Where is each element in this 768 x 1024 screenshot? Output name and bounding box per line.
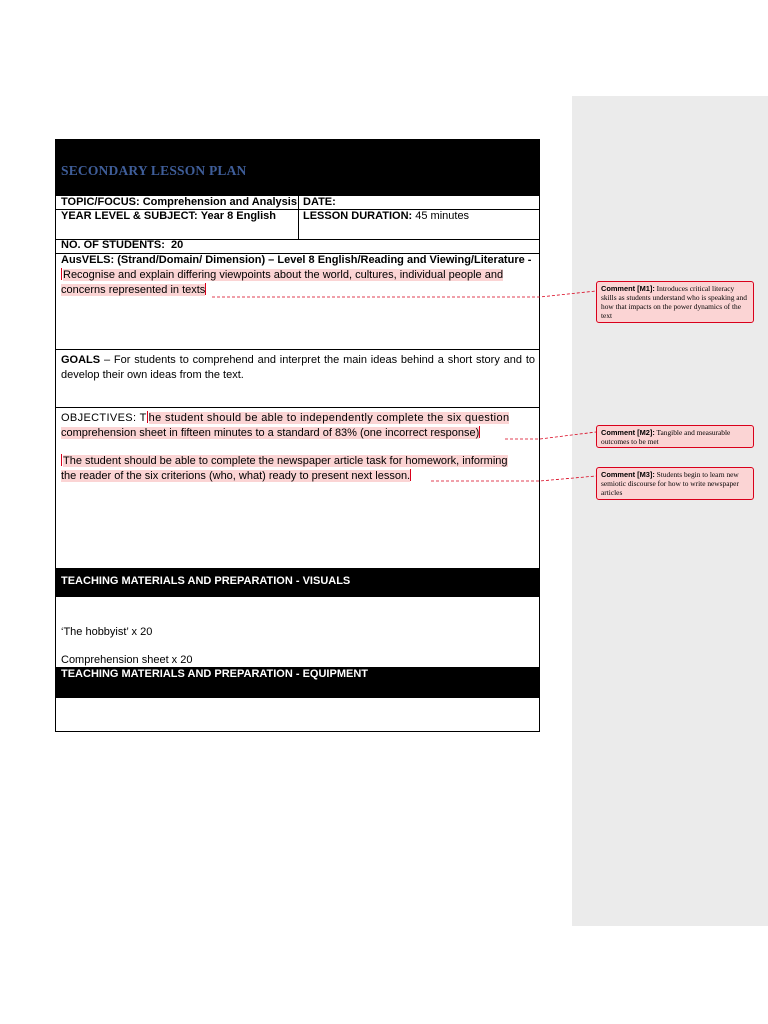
year-label: YEAR LEVEL & SUBJECT: bbox=[61, 210, 198, 222]
comment-text: Tangible and measurable outcomes to be met bbox=[601, 428, 731, 446]
date-label: DATE: bbox=[303, 196, 336, 208]
comment-tag: Comment [M3]: bbox=[601, 470, 655, 479]
objectives-2-b: the reader of the six criterions (who, what) ready to present next lesson. bbox=[61, 470, 411, 482]
equipment-header: TEACHING MATERIALS AND PREPARATION - EQUIPMENT bbox=[61, 668, 368, 680]
duration-label: LESSON DURATION: bbox=[303, 210, 413, 222]
ausvels-label: AusVELS: (Strand/Domain/ Dimension) – Level 8 English/Reading and Viewing/Literature - bbox=[61, 254, 532, 266]
leader-line-m2 bbox=[505, 432, 596, 439]
topic-label: TOPIC/FOCUS: bbox=[61, 196, 140, 208]
students-value: 20 bbox=[171, 239, 184, 251]
visuals-header: TEACHING MATERIALS AND PREPARATION - VISUALS bbox=[61, 575, 351, 587]
visual-item: ‘The hobbyist’ x 20 bbox=[61, 626, 153, 638]
objectives-1-b: comprehension sheet in fifteen minutes to a standard of 83% (one incorrect response) bbox=[61, 427, 480, 439]
objectives-2-a: The student should be able to complete the newspaper article task for homework, informing bbox=[63, 455, 508, 467]
ausvels-text-1: Recognise and explain differing viewpoints about the world, cultures, individual people and bbox=[63, 269, 504, 281]
ausvels-text-2: concerns represented in texts bbox=[61, 284, 206, 296]
year-value: Year 8 English bbox=[200, 210, 276, 222]
comment-m1[interactable] bbox=[596, 281, 754, 323]
comment-m2[interactable] bbox=[596, 425, 754, 448]
visual-item: Comprehension sheet x 20 bbox=[61, 654, 193, 666]
students-label: NO. OF STUDENTS: bbox=[61, 239, 165, 251]
comment-text: Introduces critical literacy skills as students understand who is speaking and how that impacts on the power dynamics of the text bbox=[601, 284, 747, 320]
comment-tag: Comment [M2]: bbox=[601, 428, 655, 437]
objectives-label: OBJECTIVES: T bbox=[61, 412, 147, 424]
comment-tag: Comment [M1]: bbox=[601, 284, 655, 293]
goals-text: – For students to comprehend and interpret the main ideas behind a short story and to develop their own ideas from the text. bbox=[61, 354, 535, 381]
duration-value: 45 minutes bbox=[415, 210, 470, 222]
leader-line-m3 bbox=[431, 476, 596, 481]
comment-m3[interactable] bbox=[596, 467, 754, 500]
leader-line-m1 bbox=[212, 291, 596, 297]
objectives-1-a: he student should be able to independently complete the six question bbox=[148, 412, 510, 424]
goals-label: GOALS bbox=[61, 354, 101, 366]
page-title: SECONDARY LESSON PLAN bbox=[61, 163, 247, 178]
comment-text: Students begin to learn new semiotic discourse for how to write newspaper articles bbox=[601, 470, 739, 497]
topic-value: Comprehension and Analysis bbox=[142, 196, 297, 208]
